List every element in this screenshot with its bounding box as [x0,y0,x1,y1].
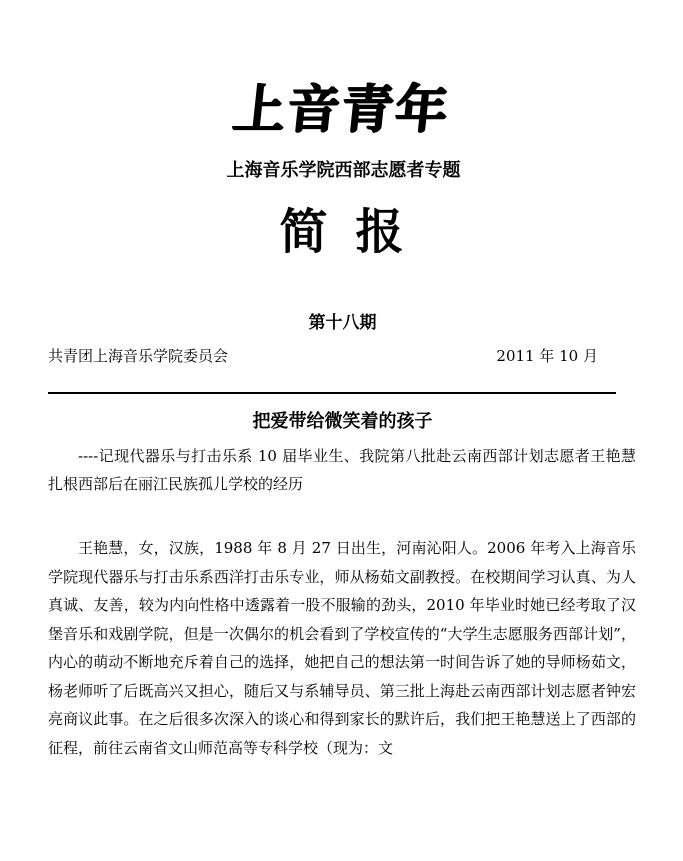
divider-rule [48,392,616,394]
issue-date: 2011 年 10 月 [496,347,598,365]
masthead-subtitle: 上海音乐学院西部志愿者专题 [226,160,461,181]
article-subtitle: ----记现代器乐与打击乐系 10 届毕业生、我院第八批赴云南西部计划志愿者王艳慧扎根西部后在丽江民族孤儿学校的经历 [48,447,636,493]
article-paragraph: 王艳慧，女，汉族，1988 年 8 月 27 日出生，河南沁阳人。2006 年考入上海音乐学院现代器乐与打击乐系西洋打击乐专业，师从杨茹文副教授。在校期间学习认真、为人真诚、友善，较为内向性格中透露着一股不服输的劲头，2010 年毕业时她已经考取了汉堡音乐和戏剧学院，但是一次偶尔的机会看到了学校宣传的“大学生志愿服务西部计划”，内心的萌动不断地充斥着自己的选择，她把自己的想法第一时间告诉了她的导师杨茹文，杨老师听了后既高兴又担心，随后又与系辅导员、第三批上海赴云南西部计划志愿者钟宏亮商议此事。在之后很多次深入的谈心和得到家长的默许后，我们把王艳慧送上了西部的征程，前往云南省文山师范高等专科学校（现为：文 [48,539,636,757]
masthead-title: 上音青年 [230,79,453,140]
publisher: 共青团上海音乐学院委员会 [48,347,229,365]
bulletin-title: 简报 [279,204,432,260]
article-title: 把爱带给微笑着的孩子 [252,411,433,432]
issue-number: 第十八期 [308,313,377,333]
